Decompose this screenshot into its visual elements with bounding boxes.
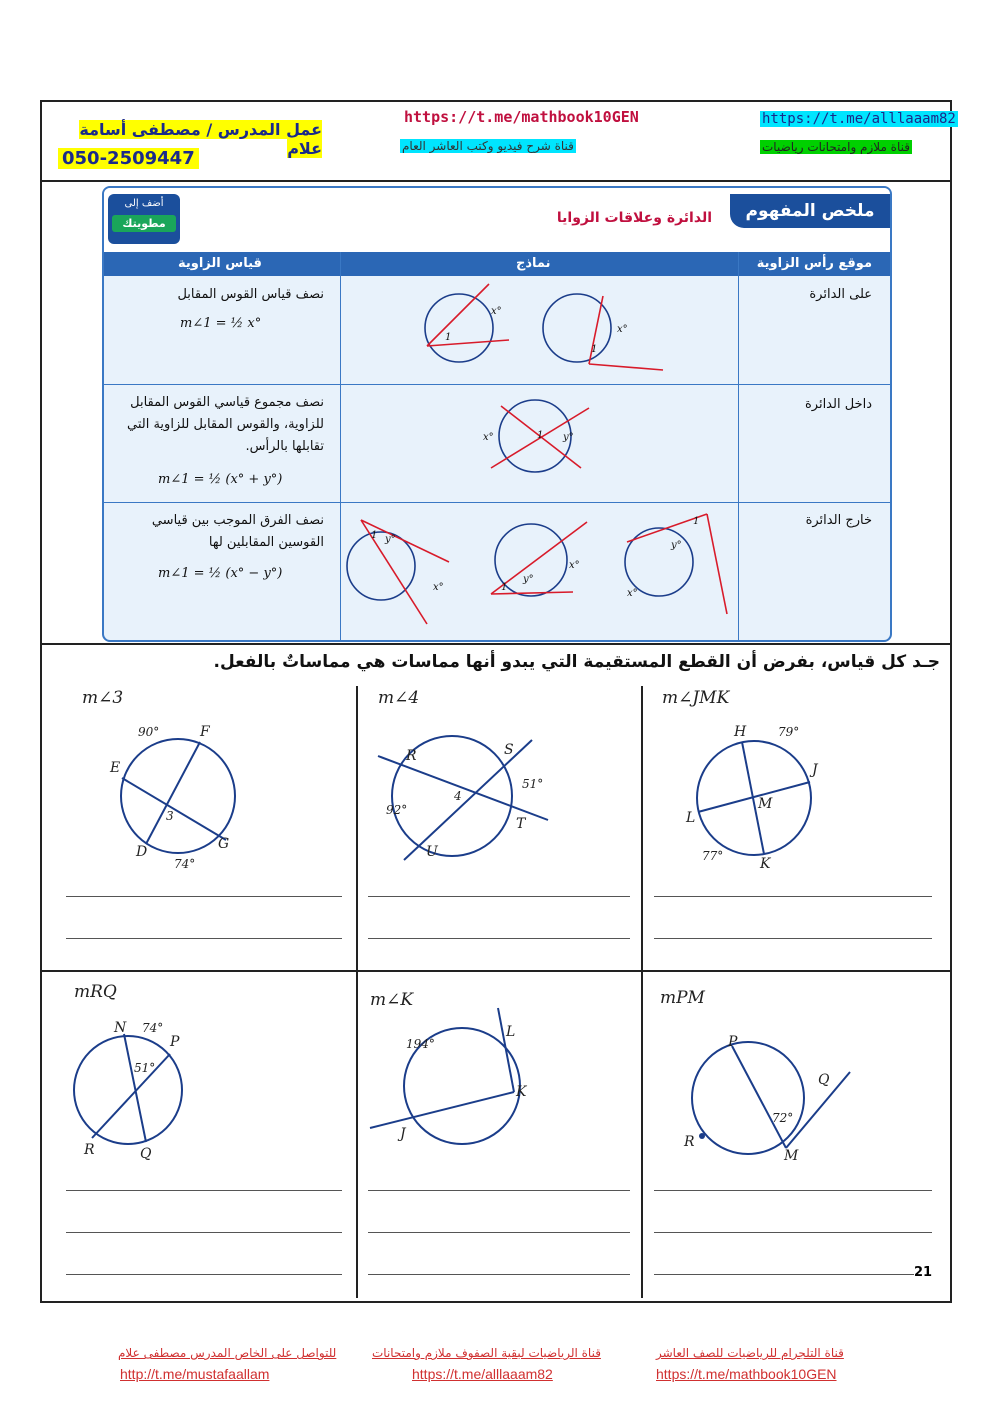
problem-1-label: m∠3 [82,688,124,708]
row3-measure: نصف الفرق الموجب بين قياسي القوسين المقابلين لها [151,513,324,550]
svg-text:1: 1 [371,530,378,541]
svg-text:51°: 51° [134,1061,156,1075]
svg-text:R: R [406,748,417,764]
svg-text:x°: x° [433,582,444,593]
row2-formula: m∠1 = ½ (x° + y°) [158,472,283,487]
row3-location: خارج الدائرة [805,513,872,528]
footer-col1-link[interactable]: https://t.me/mathbook10GEN [656,1366,837,1382]
svg-text:x°: x° [569,560,580,571]
grid-divider-mid [40,970,952,972]
concept-diagrams [341,276,737,638]
svg-text:1: 1 [445,332,452,343]
mid-link[interactable]: https://t.me/mathbook10GEN [404,108,639,126]
svg-text:D: D [136,844,148,860]
svg-text:3: 3 [166,809,174,823]
svg-text:77°: 77° [702,849,724,863]
svg-text:x°: x° [617,324,628,335]
svg-text:P: P [728,1034,738,1050]
problem-6-diagram [680,1030,860,1170]
footer-col2-link[interactable]: https://t.me/alllaaam82 [412,1366,553,1382]
grid-divider-2 [641,686,643,1298]
problem-3-diagram [676,722,836,872]
svg-text:J: J [812,762,818,778]
problem-6-label: mPM [660,988,705,1008]
svg-text:P: P [170,1034,180,1050]
footer-col2-text: قناة الرياضيات لبقية الصفوف ملازم وامتحانات [372,1346,601,1360]
concept-title: ملخص المفهوم [730,194,890,228]
svg-text:R: R [684,1134,695,1150]
problem-2-label: m∠4 [378,688,420,708]
svg-text:Q: Q [818,1072,830,1088]
row2-location: داخل الدائرة [804,397,872,412]
svg-text:E: E [110,760,121,776]
col-location: موقع رأس الزاوية [756,256,872,271]
right-link[interactable]: https://t.me/alllaaam82 [762,111,956,127]
author-name: عمل المدرس / مصطفى أسامة علام [79,120,322,158]
svg-text:L: L [686,810,696,826]
svg-text:R: R [84,1142,95,1158]
svg-text:x°: x° [627,588,638,599]
author-phone: 050-2509447 [58,148,199,169]
svg-text:194°: 194° [406,1037,435,1051]
footer-col3-link[interactable]: http://t.me/mustafaallam [120,1366,270,1382]
r3-circle-c [625,528,693,596]
svg-text:U: U [426,844,438,860]
row1-measure: نصف قياس القوس المقابل [177,287,324,302]
right-sub: قناة ملازم وامتحانات رياضيات [762,140,910,154]
svg-text:M: M [784,1148,799,1164]
svg-text:L: L [506,1024,516,1040]
svg-text:M: M [758,796,773,812]
svg-text:74°: 74° [142,1021,164,1035]
svg-text:G: G [218,836,230,852]
svg-text:F: F [200,724,210,740]
svg-text:1: 1 [591,344,598,355]
svg-text:92°: 92° [386,803,408,817]
problem-4-diagram [62,1014,202,1164]
problem-2-diagram [370,730,560,870]
r1-circle-a [425,294,493,362]
problem-1-diagram [100,716,260,876]
svg-text:H: H [734,724,747,740]
svg-text:74°: 74° [174,857,196,871]
svg-text:1: 1 [537,430,544,441]
header-divider [40,180,952,182]
row1-location: على الدائرة [809,287,872,302]
svg-text:J: J [400,1126,406,1142]
svg-text:51°: 51° [522,777,544,791]
add-to-foldable-badge: أضف إلى مطويتك [108,194,180,244]
svg-text:x°: x° [491,306,502,317]
svg-text:S: S [504,742,514,758]
row1-formula: m∠1 = ½ x° [180,316,262,331]
svg-text:90°: 90° [138,725,160,739]
problem-3-label: m∠JMK [662,688,730,708]
svg-text:y°: y° [671,540,682,551]
row2-measure: نصف مجموع قياسي القوس المقابل للزاوية، والقوس المقابل للزاوية التي تقابلها بالرأس. [127,395,324,454]
concept-divider [40,643,952,645]
svg-text:1: 1 [693,516,700,527]
mid-sub: قناة شرح فيديو وكتب العاشر العام [402,139,574,153]
problem-4-label: mRQ [74,982,117,1002]
svg-text:y°: y° [385,534,396,545]
concept-subtitle: الدائرة وعلاقات الزوايا [556,210,712,226]
concept-summary [102,186,892,642]
problem-5-label: m∠K [370,990,414,1010]
col-measure: قياس الزاوية [178,256,262,271]
row3-formula: m∠1 = ½ (x° − y°) [158,566,283,581]
svg-text:1: 1 [501,582,508,593]
problem-5-diagram [366,1002,546,1152]
svg-text:72°: 72° [772,1111,794,1125]
r2-circle [499,400,571,472]
svg-text:x°: x° [483,432,494,443]
task-instruction: جـد كل قياس، بفرض أن القطع المستقيمة التي يبدو أنها مماسات هي مماساتٌ بالفعل. [213,652,940,672]
page-number: 21 [914,1265,933,1280]
svg-text:T: T [516,816,526,832]
svg-text:K: K [760,856,771,872]
svg-text:79°: 79° [778,725,800,739]
svg-text:4: 4 [454,789,462,803]
table-header [104,252,890,276]
svg-text:N: N [114,1020,127,1036]
svg-text:y°: y° [523,574,534,585]
svg-text:Q: Q [140,1146,152,1162]
footer-col1-text: قناة التلجرام للرياضيات للصف العاشر [656,1346,844,1360]
svg-text:K: K [516,1084,527,1100]
col-models: نماذج [516,256,551,271]
svg-text:y°: y° [563,432,574,443]
grid-divider-1 [356,686,358,1298]
footer-col3-text: للتواصل على الخاص المدرس مصطفى علام [118,1346,337,1360]
